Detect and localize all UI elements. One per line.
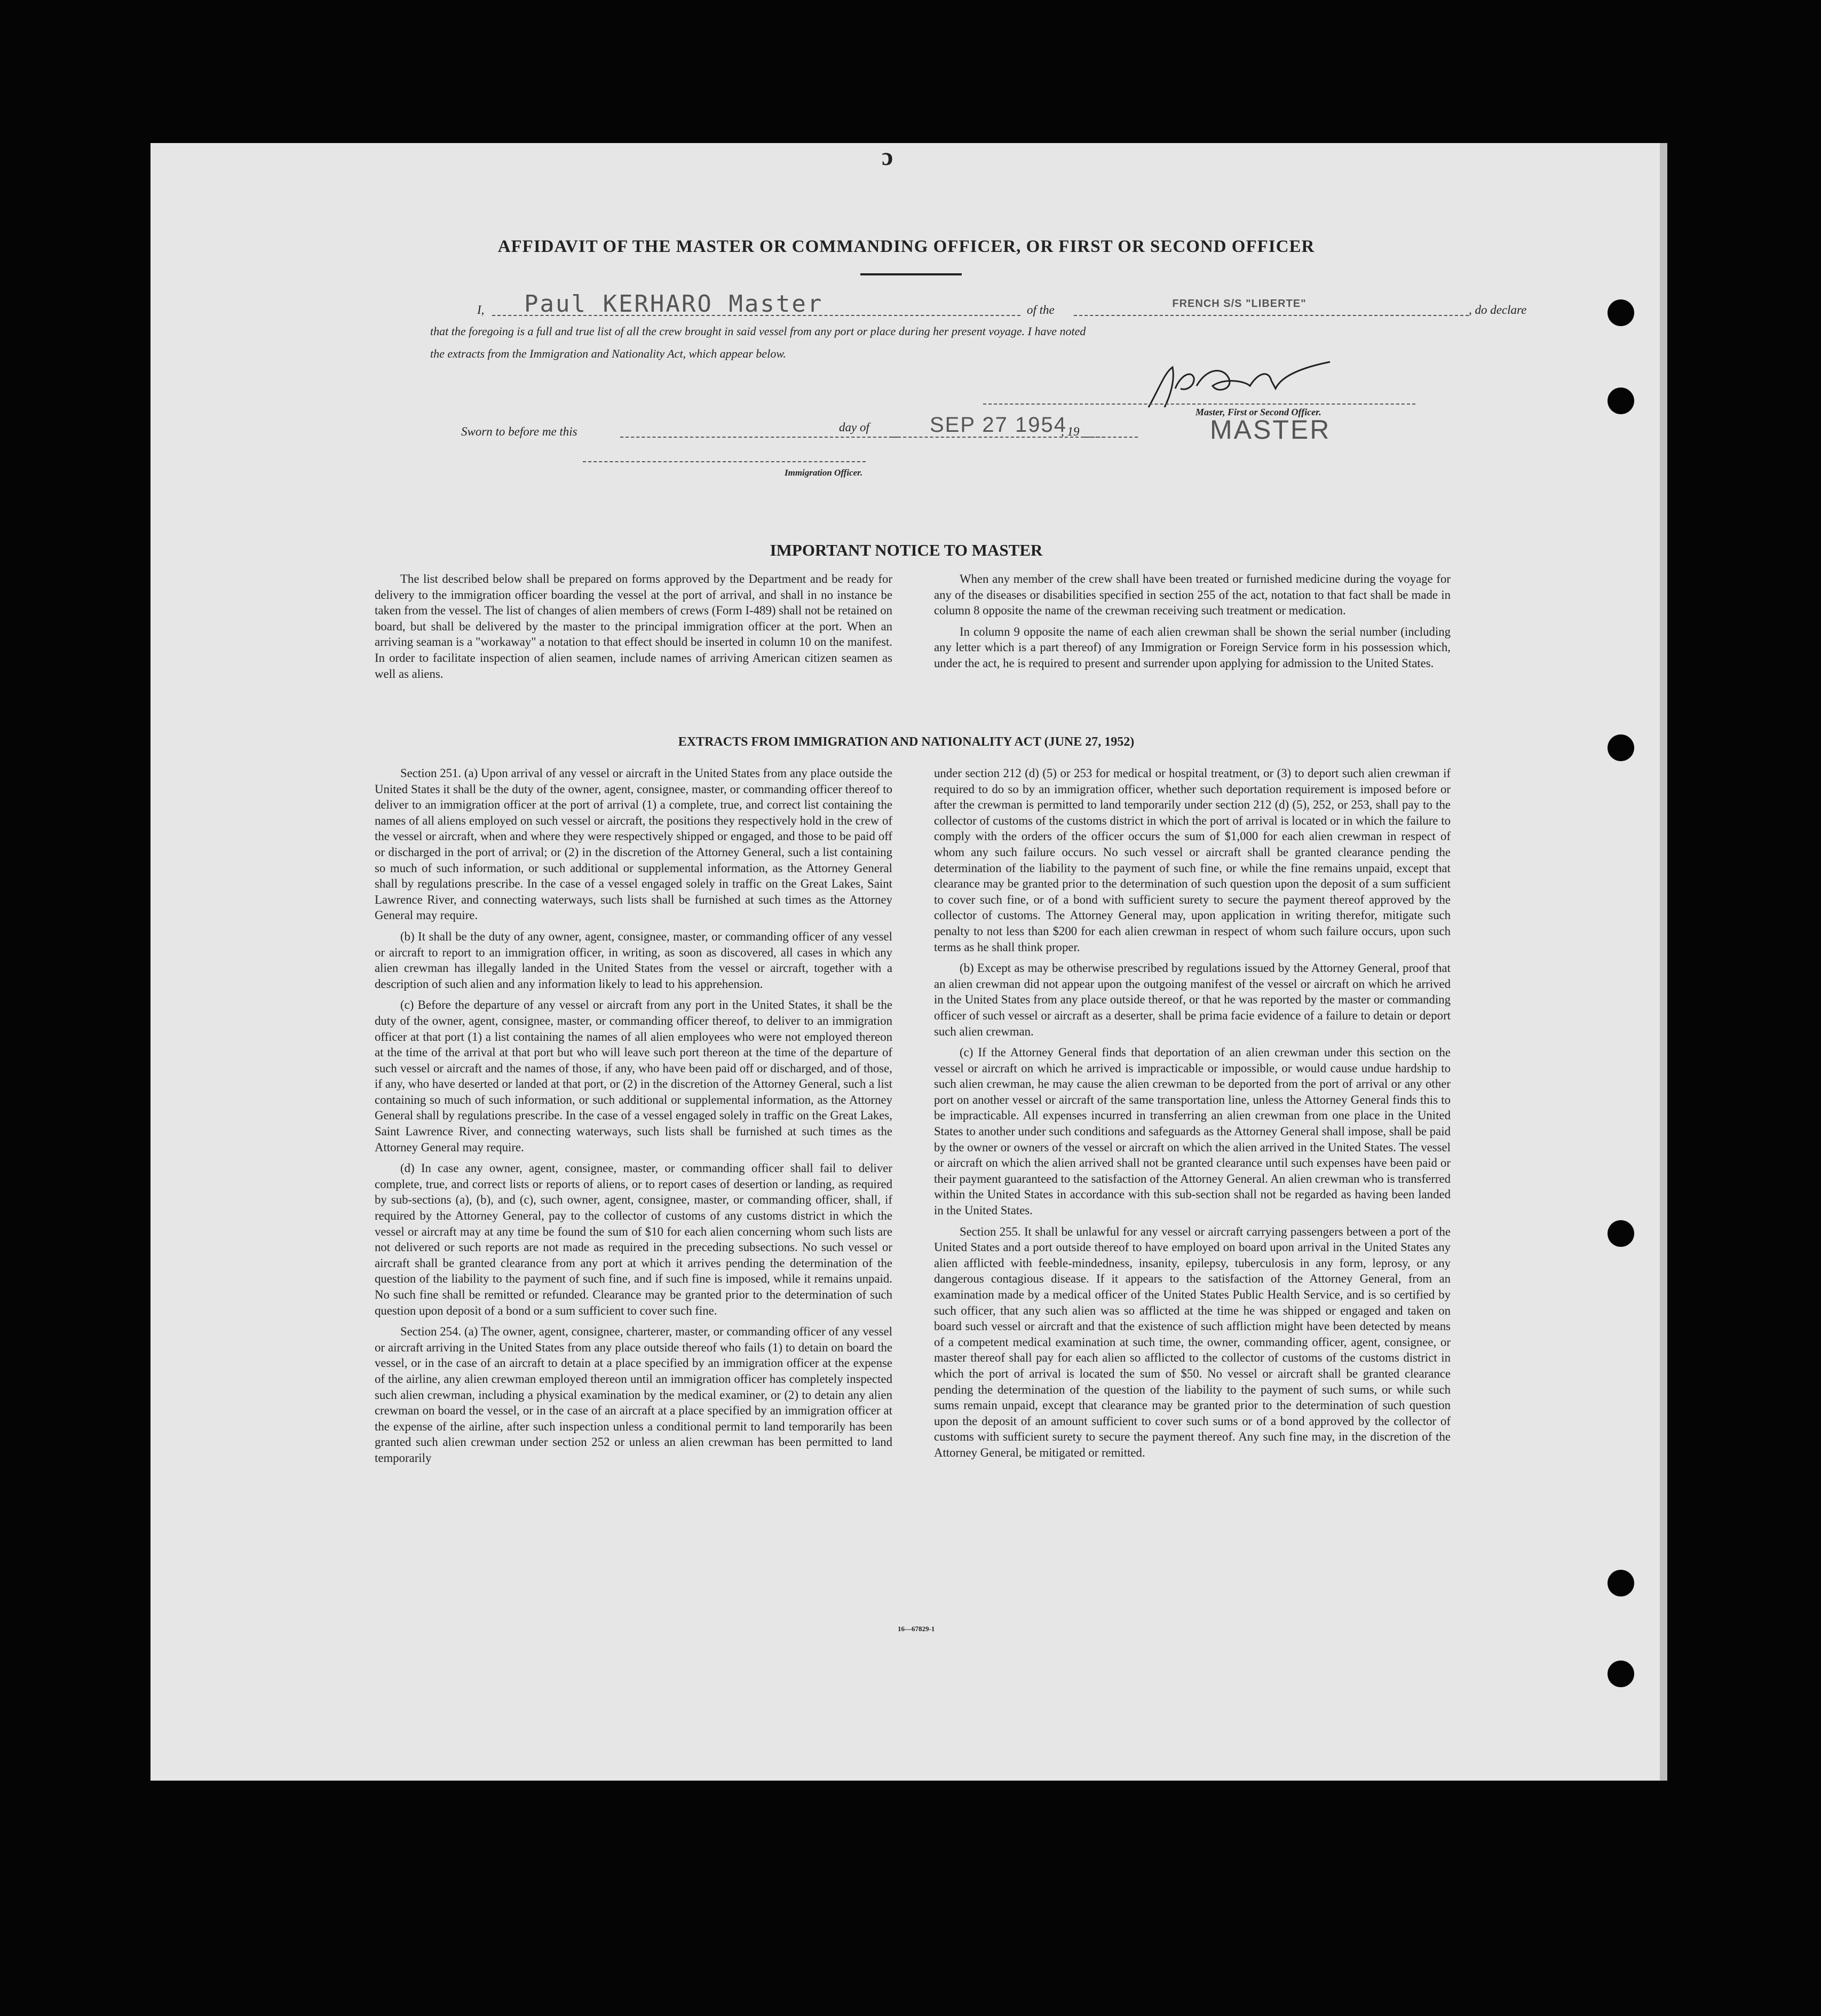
notice-left-paragraph: The list described below shall be prepared on forms approved by the Department and be ready for delivery to the immigration officer boarding the vessel at the port of arrival, and shall in no instance be taken from the vessel. The list of changes of alien members of crews (Form I-489) shall not be retained on board, but shall be delivered by the master to the principal immigration officer at the port. When an arriving seaman is a "workaway" a notation to that effect should be inserted in column 10 on the manifest. In order to facilitate inspection of alien seamen, include names of arriving American citizen seamen as well as aliens. [375, 572, 892, 681]
binder-hole [1608, 1220, 1634, 1247]
binder-hole [1608, 734, 1634, 761]
vessel-name: FRENCH S/S "LIBERTE" [1172, 298, 1307, 310]
officer-line [583, 461, 866, 462]
binder-hole [1608, 299, 1634, 326]
officer-caption: Immigration Officer. [785, 468, 863, 478]
notice-right-paragraph-2: In column 9 opposite the name of each alien crewman shall be shown the serial number (including any letter which is a part thereof) of any Immigration or Foreign Service form in his possession which, under the act, he is required to present and surrender upon applying for admission to the United States. [934, 624, 1451, 670]
section-251b: (b) It shall be the duty of any owner, agent, consignee, master, or commanding officer of any vessel or aircraft to report to an immigration officer, in writing, as soon as discovered, all cases in which any alien crewman has illegally landed in the United States from the vessel or aircraft, together with a description of such alien and any information likely to lead to his apprehension. [375, 929, 892, 991]
date-stamp: SEP 27 1954 [930, 413, 1067, 437]
affidavit-title: AFFIDAVIT OF THE MASTER OR COMMANDING OFFICER, OR FIRST OR SECOND OFFICER [497, 237, 1315, 256]
section-255: Section 255. It shall be unlawful for any vessel or aircraft carrying passengers between a port of the United States and a port outside thereof to have employed on board upon arrival in the United States any alien afflicted with feeble-mindedness, insanity, epilepsy, tuberculosis in any form, leprosy, or any dangerous contagious disease. If it appears to the satisfaction of the Attorney General, from an examination made by a medical officer of the United States Public Health Service, and is so certified by such officer, that any such alien was so afflicted at the time he was shipped or engaged and taken on board such vessel or aircraft and that the existence of such affliction might have been detected by means of a competent medical examination at such time, the owner, commanding officer, agent, consignee, or master thereof shall pay for each alien so afflicted to the collector of customs of the customs district in which the port of arrival is located the sum of $50. No vessel or aircraft shall be granted clearance pending the determination of the question of the liability to the payment of such sums, or while such sums remain unpaid, except that clearance may be granted prior to the determination of such question upon the deposit of an amount sufficient to cover such sums or of a bond approved by the collector of customs with sufficient surety to secure the payment thereof. Any such fine may, in the discretion of the Attorney General, be mitigated or remitted. [934, 1224, 1451, 1459]
signature-line [983, 404, 1415, 405]
binder-hole [1608, 388, 1634, 414]
year-label: , 19 [1061, 425, 1080, 438]
top-mark: ɔ [882, 143, 893, 171]
section-254a-continued: under section 212 (d) (5) or 253 for medical or hospital treatment, or (3) to deport such alien crewman if required to do so by an immigration officer, whether such deportation requirement is imposed before or after the crewman is permitted to land temporarily under section 212 (d) (5), 252, or 253, shall pay to the collector of customs of the customs district in which the port of arrival is located or in which the failure to comply with the orders of the officer occurs the sum of $1,000 for each alien crewman in respect of whom any such failure occurs. No such vessel or aircraft shall be granted clearance pending the determination of the liability to the payment of such fine, or while the fine remains unpaid, except that clearance may be granted prior to the determination of such question upon the deposit of a sum sufficient to cover such fine, or of a bond with sufficient surety to secure the payment thereof approved by the collector of customs. The Attorney General may, upon application in writing therefor, mitigate such penalty to not less than $200 for each alien crewman in respect of whom such failure occurs, upon such terms as he shall think proper. [934, 766, 1451, 954]
extracts-title: EXTRACTS FROM IMMIGRATION AND NATIONALITY ACT (JUNE 27, 1952) [678, 735, 1135, 749]
section-251a: Section 251. (a) Upon arrival of any vessel or aircraft in the United States from any place outside the United States it shall be the duty of the owner, agent, consignee, master, or commanding officer thereof to deliver to an immigration officer at the port of arrival (1) a complete, true, and correct list containing the names of all aliens employed on such vessel or aircraft, the positions they respectively hold in the crew of the vessel or aircraft, when and where they were respectively shipped or engaged, and those to be paid off or discharged in the port of arrival; or (2) in the discretion of the Attorney General, such a list containing so much of such information, or such additional or supplemental information, as the Attorney General shall by regulations prescribe. In the case of a vessel engaged solely in traffic on the Great Lakes, Saint Lawrence River, and connecting waterways, such lists shall be furnished at such times as the Attorney General may require. [375, 766, 892, 922]
word-i: I, [477, 303, 485, 317]
signature-caption: Master, First or Second Officer. [1195, 407, 1321, 417]
document-page [151, 143, 1662, 1781]
notice-right-paragraph-1: When any member of the crew shall have been treated or furnished medicine during the voyage for any of the diseases or disabilities specified in section 255 of the act, notation to that fact shall be made in column 8 opposite the name of the crewman receiving such treatment or medication. [934, 572, 1451, 618]
section-254b: (b) Except as may be otherwise prescribed by regulations issued by the Attorney General, proof that an alien crewman did not appear upon the outgoing manifest of the vessel or aircraft on which he arrived in the United States from any place outside thereof, or that he was reported by the master or commanding officer of such vessel or aircraft as a deserter, shall be prima facie evidence of a failure to detain or deport such alien crewman. [934, 961, 1451, 1038]
binder-hole [1608, 1661, 1634, 1687]
section-251c: (c) Before the departure of any vessel or aircraft from any port in the United States, it shall be the duty of the owner, agent, consignee, master, or commanding officer thereof, to deliver to an immigration officer at that port (1) a list containing the names of all alien employees who were not employed thereon at the time of the arrival at that port but who will leave such port thereon at the time of the departure of such vessel or aircraft and the names of those, if any, who have been paid off or discharged, and of those, if any, who have deserted or landed at that port, or (2) in the discretion of the Attorney General, such a list containing so much of such information, or such additional or supplemental information, as the Attorney General shall by regulations prescribe. In the case of a vessel engaged solely in traffic on the Great Lakes, Saint Lawrence River, and connecting waterways, such lists shall be furnished at such times as the Attorney General may require. [375, 998, 892, 1154]
day-label: day of [839, 421, 869, 434]
vessel-line [1074, 315, 1469, 316]
title-underline [860, 273, 962, 275]
master-name: Paul KERHARO Master [524, 290, 824, 318]
extracts-left-column [375, 765, 892, 1472]
sworn-label: Sworn to before me this [461, 425, 577, 438]
sworn-day-line [620, 437, 898, 438]
page-edge [1660, 143, 1667, 1781]
section-251d: (d) In case any owner, agent, consignee, master, or commanding officer shall fail to deliver complete, true, and correct lists or reports of aliens, or to report cases of desertion or landing, as required by sub-sections (a), (b), and (c), such owner, agent, consignee, master, or commanding officer, shall, if required by the Attorney General, pay to the collector of customs of any customs district in which the vessel or aircraft may at any time be found the sum of $10 for each alien concerning whom such lists are not delivered or such reports are not made as required in the preceding subsections. No such vessel or aircraft shall be granted clearance from any port at which it arrives pending the determination of the question of the liability to the payment of such fine, and if such fine is imposed, while it remains unpaid. No such fine shall be remitted or refunded. Clearance may be granted prior to the determination of such question upon deposit of a bond or a sum sufficient to cover such fine. [375, 1161, 892, 1317]
notice-title: IMPORTANT NOTICE TO MASTER [770, 541, 1043, 559]
notice-right-column [934, 571, 1451, 677]
section-254a: Section 254. (a) The owner, agent, consignee, charterer, master, or commanding officer of any vessel or aircraft arriving in the United States from any place outside thereof who fails (1) to detain on board the vessel, or in the case of an aircraft to detain at a place specified by an immigration officer at the expense of the airline, any alien crewman employed thereon until an immigration officer has completely inspected such alien crewman, including a physical examination by the medical examiner, or (2) to detain any alien crewman on board the vessel, or in the case of an aircraft at a place specified by an immigration officer at the expense of the airline, after such inspection unless a conditional permit to land temporarily has been granted such alien crewman under section 252 or unless an alien crewman has been permitted to land temporarily [375, 1325, 892, 1465]
notice-left-column [375, 571, 892, 687]
word-do-declare: , do declare [1469, 303, 1527, 317]
year-line [1083, 437, 1105, 438]
binder-hole [1608, 1570, 1634, 1596]
extracts-right-column [934, 765, 1451, 1466]
master-stamp: MASTER [1210, 415, 1331, 445]
declaration-line-3: the extracts from the Immigration and Nationality Act, which appear below. [430, 347, 786, 360]
form-code: 16—67829-1 [898, 1625, 935, 1633]
section-254c: (c) If the Attorney General finds that deportation of an alien crewman under this section on the vessel or aircraft on which he arrived is impracticable or impossible, or would cause undue hardship to such alien crewman, he may cause the alien crewman to be deported from the port of arrival or any other port on another vessel or aircraft of the same transportation line, unless the Attorney General finds this to be impracticable. All expenses incurred in transferring an alien crewman from one place in the United States to another under such conditions and safeguards as the Attorney General shall impose, shall be paid by the owner or owners of the vessel or aircraft on which the alien arrived in the United States. The vessel or aircraft on which the alien arrived shall not be granted clearance until such expenses have been paid or their payment guaranteed to the satisfaction of the Attorney General. An alien crewman who is transferred within the United States in accordance with this sub-section shall not be regarded as having been landed in the United States. [934, 1046, 1451, 1217]
declaration-line-2: that the foregoing is a full and true list of all the crew brought in said vessel from any port or place during her present voyage. I have noted [430, 325, 1086, 338]
word-of-the: of the [1027, 303, 1055, 317]
